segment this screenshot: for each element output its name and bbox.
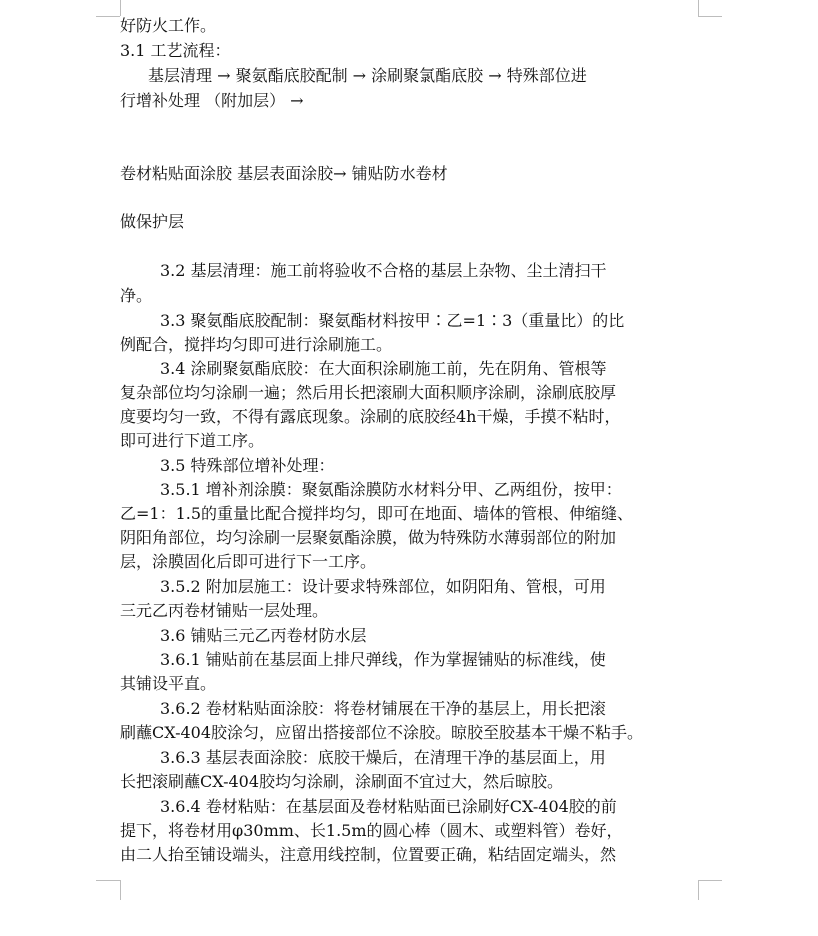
doc-line: 3.5.2 附加层施工：设计要求特殊部位，如阴阳角、管根，可用 [160, 577, 606, 596]
doc-line: 层，涂膜固化后即可进行下一工序。 [120, 552, 377, 571]
doc-line: 刷蘸CX-404胶涂匀，应留出搭接部位不涂胶。晾胶至胶基本干燥不粘手。 [120, 723, 644, 742]
crop-mark-bottom-right-h [698, 880, 722, 881]
doc-line: 3.6.3 基层表面涂胶：底胶干燥后，在清理干净的基层面上，用 [160, 748, 606, 767]
doc-line: 3.6.4 卷材粘贴：在基层面及卷材粘贴面已涂刷好CX-404胶的前 [160, 797, 617, 816]
doc-line: 3.4 涂刷聚氨酯底胶：在大面积涂刷施工前，先在阴角、管根等 [160, 359, 607, 378]
doc-line: 复杂部位均匀涂刷一遍；然后用长把滚刷大面积顺序涂刷，涂刷底胶厚 [120, 383, 617, 402]
doc-line: 行增补处理 （附加层） → [120, 91, 304, 110]
doc-line: 3.2 基层清理：施工前将验收不合格的基层上杂物、尘土清扫干 [160, 261, 607, 280]
crop-mark-top-left-h [96, 16, 120, 17]
doc-line: 三元乙丙卷材铺贴一层处理。 [120, 601, 329, 620]
section-heading: 3.1 工艺流程： [120, 41, 231, 60]
doc-line: 净。 [120, 286, 153, 305]
crop-mark-bottom-left-h [96, 880, 120, 881]
doc-line: 基层清理 → 聚氨酯底胶配制 → 涂刷聚氯酯底胶 → 特殊部位进 [148, 66, 587, 85]
doc-line: 提下，将卷材用φ30mm、长1.5m的圆心棒（圆木、或塑料管）卷好， [120, 821, 623, 840]
doc-line: 3.6.1 铺贴前在基层面上排尺弹线，作为掌握铺贴的标准线，使 [160, 650, 606, 669]
crop-mark-top-right-h [698, 16, 722, 17]
crop-mark-bottom-left-v [120, 880, 121, 900]
doc-line: 例配合，搅拌均匀即可进行涂刷施工。 [120, 335, 393, 354]
doc-line: 由二人抬至铺设端头，注意用线控制，位置要正确，粘结固定端头，然 [120, 845, 617, 864]
doc-line: 3.5.1 增补剂涂膜：聚氨酯涂膜防水材料分甲、乙两组份，按甲： [160, 480, 622, 499]
section-heading: 3.6 铺贴三元乙丙卷材防水层 [160, 626, 367, 645]
doc-line: 即可进行下道工序。 [120, 431, 265, 450]
section-heading: 3.5 特殊部位增补处理： [160, 456, 335, 475]
doc-line: 长把滚刷蘸CX-404胶均匀涂刷，涂刷面不宜过大，然后晾胶。 [120, 772, 564, 791]
document-body [120, 0, 698, 880]
doc-line: 度要均匀一致，不得有露底现象。涂刷的底胶经4h干燥，手摸不粘时， [120, 407, 621, 426]
doc-line: 其铺设平直。 [120, 674, 217, 693]
crop-mark-bottom-right-v [698, 880, 699, 900]
doc-line: 卷材粘贴面涂胶 基层表面涂胶→ 铺贴防水卷材 [120, 164, 448, 183]
doc-line: 做保护层 [120, 212, 185, 231]
doc-line: 3.3 聚氨酯底胶配制：聚氨酯材料按甲∶乙=1∶3（重量比）的比 [160, 311, 625, 330]
doc-line: 好防火工作。 [120, 16, 217, 35]
crop-mark-top-right-v [698, 0, 699, 16]
doc-line: 3.6.2 卷材粘贴面涂胶：将卷材铺展在干净的基层上，用长把滚 [160, 699, 606, 718]
doc-line: 阴阳角部位，均匀涂刷一层聚氨酯涂膜，做为特殊防水薄弱部位的附加 [120, 528, 617, 547]
doc-line: 乙=1：1.5的重量比配合搅拌均匀，即可在地面、墙体的管根、伸缩缝、 [120, 504, 634, 523]
